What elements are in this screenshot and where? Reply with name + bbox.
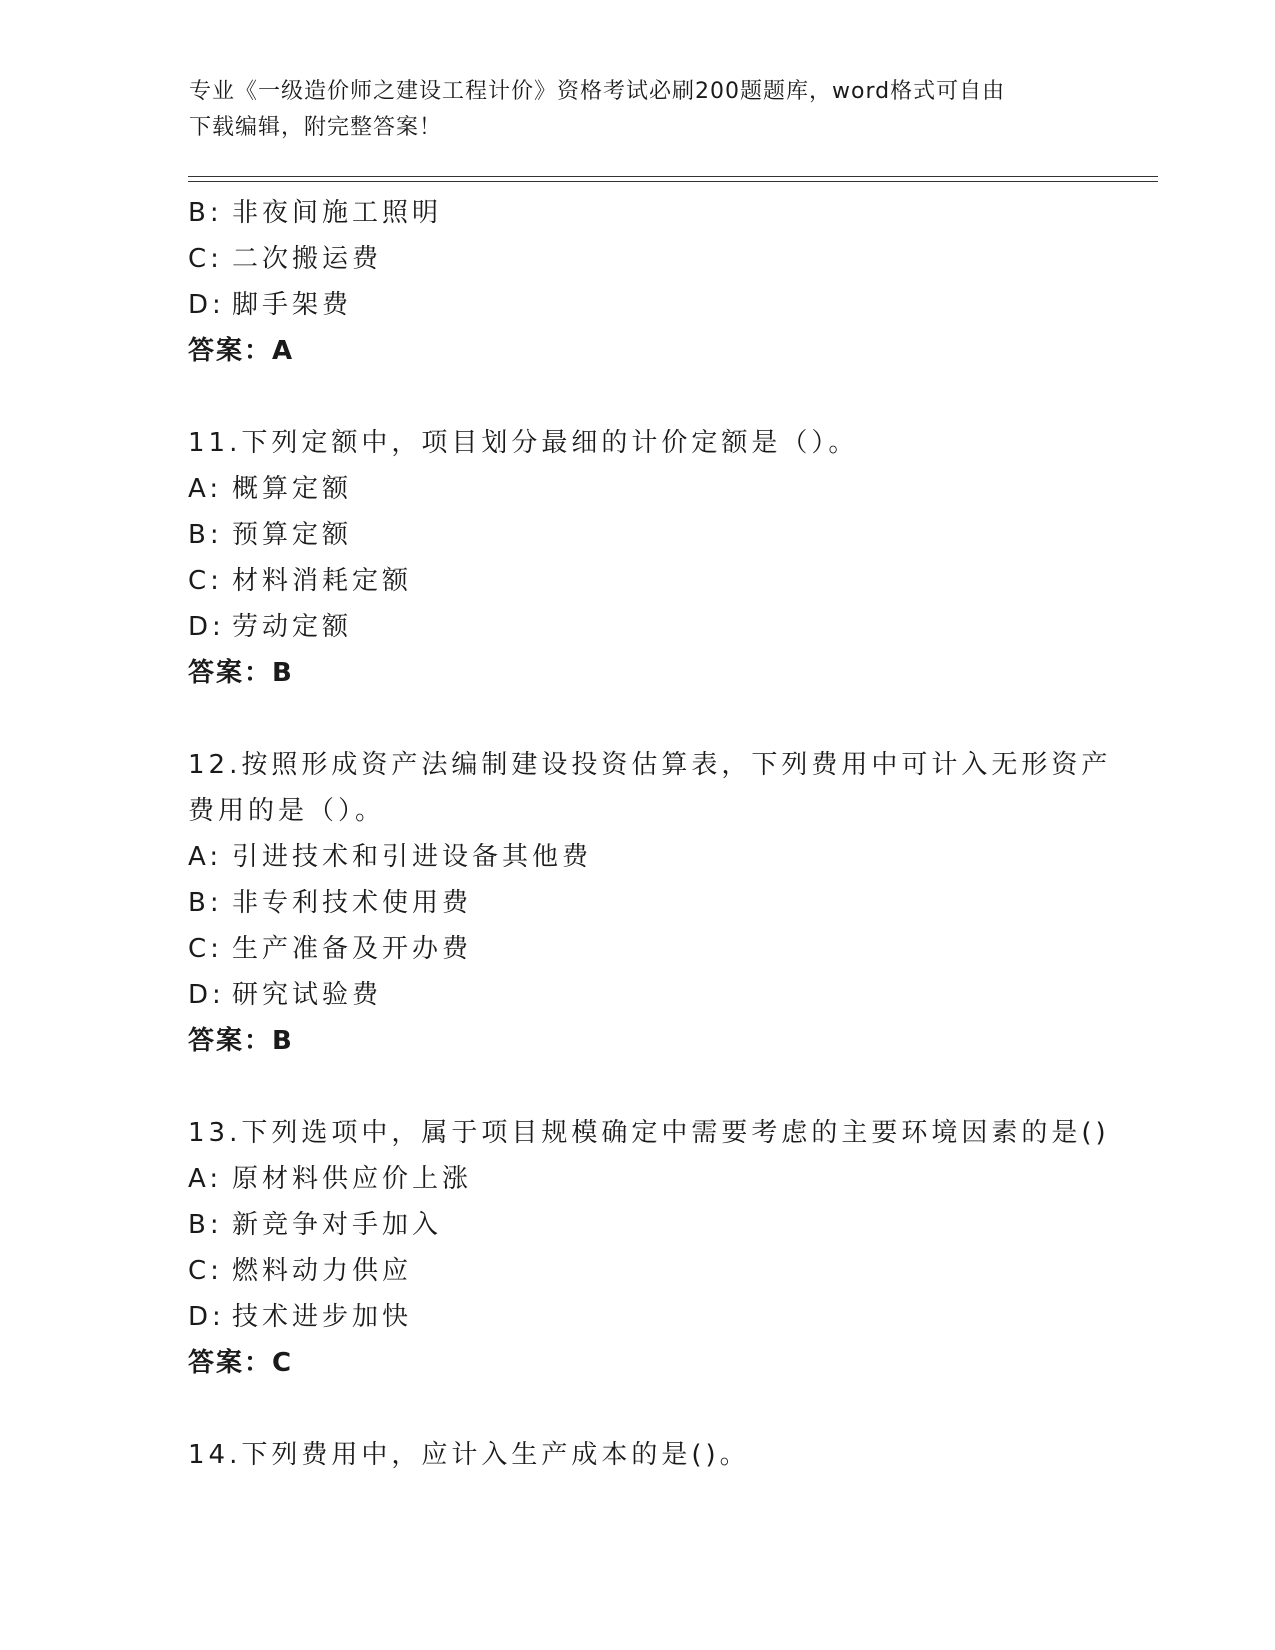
option-b: [188, 1202, 1128, 1248]
header-divider-bottom: [188, 181, 1158, 182]
option-text: 劳动定额: [232, 612, 353, 642]
option-key: D:: [188, 290, 225, 320]
option-d: [188, 1294, 1128, 1340]
question-partial: [188, 190, 1128, 374]
spacer: [188, 696, 1128, 742]
option-text: 研究试验费: [232, 980, 383, 1010]
option-text: 技术进步加快: [232, 1302, 413, 1332]
option-b: [188, 190, 1128, 236]
question-text: 11.下列定额中，项目划分最细的计价定额是（）。: [188, 428, 859, 458]
answer-line: 答案：B: [188, 658, 294, 688]
option-text: 非专利技术使用费: [232, 888, 473, 918]
option-text: 概算定额: [232, 474, 353, 504]
header-line-1: 专业《一级造价师之建设工程计价》资格考试必刷200题题库，word格式可自由: [189, 79, 1006, 104]
option-key: D:: [188, 1302, 225, 1332]
option-text: 引进技术和引进设备其他费: [232, 842, 593, 872]
option-text: 二次搬运费: [232, 244, 383, 274]
option-key: D:: [188, 612, 225, 642]
answer-line: 答案：B: [188, 1026, 294, 1056]
option-key: C:: [188, 1256, 223, 1286]
question-14: [188, 1432, 1128, 1478]
option-key: B:: [188, 520, 223, 550]
option-text: 新竞争对手加入: [232, 1210, 443, 1240]
option-d: [188, 972, 1128, 1018]
option-key: C:: [188, 244, 223, 274]
question-12: [188, 742, 1128, 1064]
option-c: [188, 236, 1128, 282]
option-c: [188, 1248, 1128, 1294]
option-d: [188, 604, 1128, 650]
question-13: [188, 1110, 1128, 1386]
option-key: B:: [188, 1210, 223, 1240]
question-text: 14.下列费用中，应计入生产成本的是()。: [188, 1440, 750, 1470]
option-c: [188, 926, 1128, 972]
option-key: A:: [188, 842, 223, 872]
question-text-continued: 费用的是（）。: [188, 796, 386, 826]
option-text: 预算定额: [232, 520, 353, 550]
option-a: [188, 834, 1128, 880]
option-text: 燃料动力供应: [232, 1256, 413, 1286]
header-divider-top: [188, 176, 1158, 177]
option-a: [188, 466, 1128, 512]
option-text: 材料消耗定额: [232, 566, 413, 596]
option-a: [188, 1156, 1128, 1202]
option-text: 非夜间施工照明: [232, 198, 443, 228]
option-b: [188, 512, 1128, 558]
header-line-2: 下载编辑，附完整答案！: [189, 115, 443, 140]
spacer: [188, 1386, 1128, 1432]
option-key: C:: [188, 934, 223, 964]
option-key: A:: [188, 474, 223, 504]
document-header: [189, 74, 1089, 146]
spacer: [188, 1064, 1128, 1110]
spacer: [188, 374, 1128, 420]
option-key: C:: [188, 566, 223, 596]
option-text: 生产准备及开办费: [232, 934, 473, 964]
option-b: [188, 880, 1128, 926]
question-text: 12.按照形成资产法编制建设投资估算表，下列费用中可计入无形资产: [188, 750, 1112, 780]
option-key: A:: [188, 1164, 223, 1194]
option-text: 脚手架费: [232, 290, 353, 320]
question-11: [188, 420, 1128, 696]
option-key: B:: [188, 198, 223, 228]
option-key: D:: [188, 980, 225, 1010]
option-d: [188, 282, 1128, 328]
option-c: [188, 558, 1128, 604]
answer-line: 答案：C: [188, 1348, 294, 1378]
option-text: 原材料供应价上涨: [232, 1164, 473, 1194]
question-text: 13.下列选项中，属于项目规模确定中需要考虑的主要环境因素的是(): [188, 1118, 1110, 1148]
answer-line: 答案：A: [188, 336, 295, 366]
document-body: [188, 190, 1128, 1478]
option-key: B:: [188, 888, 223, 918]
